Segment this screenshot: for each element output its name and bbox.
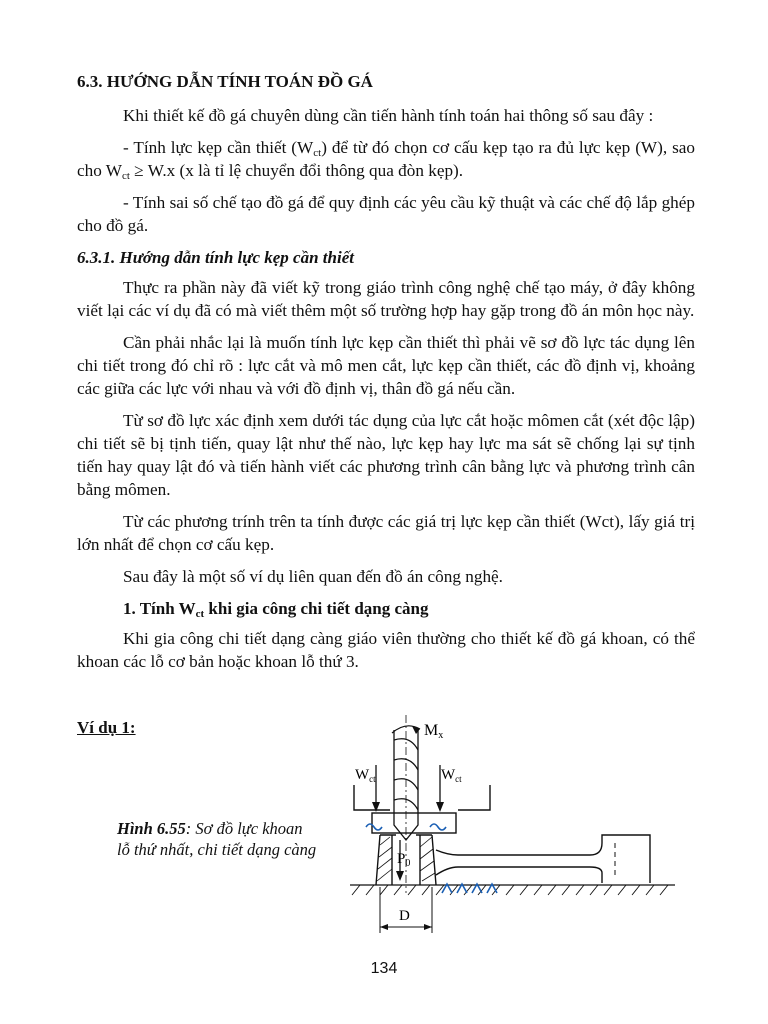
bushing-plate: [354, 785, 490, 833]
item-1-title: 1. Tính $W_{ct}$ khi gia công chi tiết dạng càng: [123, 599, 429, 620]
page-body: [77, 70, 695, 682]
section-bullet-1: - Tính lực kẹp cần thiết $(W_{ct})$ để từ đó chọn cơ cấu kẹp tạo ra đủ lực kẹp (W), sao cho $W_{ct} \ge W.x$ (x là tỉ lệ chuyển đổi thông qua đòn kẹp).: [77, 138, 695, 182]
section-title: 6.3. HƯỚNG DẪN TÍNH TOÁN ĐỒ GÁ: [77, 72, 373, 91]
subsection-paragraph-4: Từ các phương trính trên ta tính được các giá trị lực kẹp cần thiết (Wct), lấy giá trị lớn nhất để chọn cơ cấu kẹp.: [77, 512, 695, 554]
thrust-label: $P_0$: [397, 851, 411, 869]
page-number: 134: [370, 960, 398, 977]
fixture-diagram: [340, 715, 685, 945]
clamp-left-label: $W_{ct}$: [355, 767, 376, 784]
section-intro: Khi thiết kế đồ gá chuyên dùng cần tiến hành tính toán hai thông số sau đây :: [123, 106, 654, 125]
subsection-paragraph-2: Cần phải nhắc lại là muốn tính lực kẹp cần thiết thì phải vẽ sơ đồ lực tác dụng lên chi tiết trong đó chỉ rõ : lực cắt và mô men cắt, lực kẹp cần thiết, các đồ định vị, khoảng các giữa các lực với nhau và với đồ định vị, thân đồ gá nếu cần.: [77, 333, 695, 398]
subsection-title: 6.3.1. Hướng dẫn tính lực kẹp cần thiết: [77, 248, 354, 267]
clamp-force-arrows: [376, 765, 440, 809]
subsection-paragraph-3: Từ sơ đồ lực xác định xem dưới tác dụng của lực cắt hoặc mômen cắt (xét độc lập) chi tiết sẽ bị tịnh tiến, quay lật như thế nào, lực kẹp hay lực ma sát sẽ chống lại sự tịnh tiến hay quay lật đó và tiến hành viết các phương trình cân bằng lực và phương trình cân bằng mômen.: [77, 411, 695, 499]
drilling-fixture-figure: [340, 715, 685, 950]
subsection-paragraph-1: Thực ra phần này đã viết kỹ trong giáo trình công nghệ chế tạo máy, ở đây không viết lại các ví dụ đã có mà viết thêm một số trường hợp hay gặp trong đồ án môn học này.: [77, 278, 695, 320]
diameter-label: D: [399, 908, 410, 924]
section-bullet-2: - Tính sai số chế tạo đồ gá để quy định các yêu cầu kỹ thuật và các chế độ lắp ghép cho đồ gá.: [77, 193, 695, 235]
item-1-paragraph: Khi gia công chi tiết dạng càng giáo viên thường cho thiết kế đồ gá khoan, có thể khoan các lỗ cơ bản hoặc khoan lỗ thứ 3.: [77, 629, 695, 671]
workpiece-arm: [436, 835, 650, 883]
example-label: Ví dụ 1:: [77, 718, 136, 737]
subsection-paragraph-5: Sau đây là một số ví dụ liên quan đến đồ án công nghệ.: [123, 567, 503, 586]
clamp-right-label: $W_{ct}$: [441, 767, 462, 784]
moment-label: Mx: [424, 722, 444, 741]
ground-base: [350, 885, 675, 895]
figure-caption: Hình 6.55: Sơ đồ lực khoan lỗ thứ nhất, chi tiết dạng càng: [117, 819, 317, 859]
